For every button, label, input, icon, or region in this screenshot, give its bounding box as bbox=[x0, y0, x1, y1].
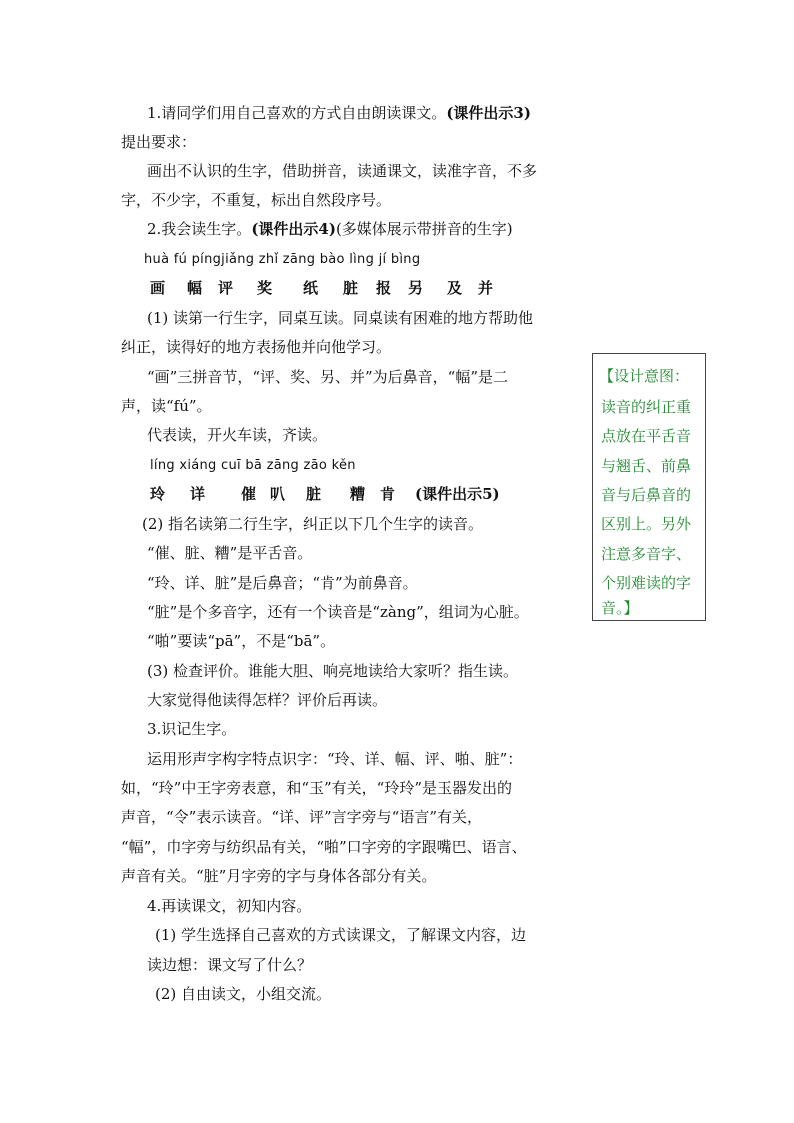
design-intent-line-3: 点放在平舌音 bbox=[601, 427, 692, 445]
courseware-tag-3: (课件出示3) bbox=[446, 104, 531, 122]
design-intent-line-2: 读音的纠正重 bbox=[601, 398, 692, 416]
evaluation-line: 大家觉得他读得怎样？评价后再读。 bbox=[147, 691, 388, 709]
step-4-item-2: (2) 自由读文，小组交流。 bbox=[155, 985, 332, 1003]
step-3-line-2: 如，“玲”中王字旁表意，和“玉”有关，“玲玲”是玉器发出的 bbox=[121, 779, 513, 797]
pronunciation-note-2: 声，读“fú”。 bbox=[121, 397, 212, 415]
design-intent-line-6: 区别上。另外 bbox=[601, 515, 692, 533]
step-1-line bbox=[147, 103, 531, 123]
design-intent-line-9: 音。】 bbox=[601, 599, 639, 617]
char-zang2: 脏 bbox=[306, 485, 322, 503]
item-3-line: (3) 检查评价。谁能大胆、响亮地读给大家听？指生读。 bbox=[147, 662, 519, 680]
requirement-line-2: 字，不少字，不重复，标出自然段序号。 bbox=[121, 191, 392, 209]
char-zang: 脏 bbox=[343, 279, 359, 297]
char-bao: 报 bbox=[376, 279, 392, 297]
polyphone-note: “脏”是个多音字，还有一个读音是“zàng”，组词为心脏。 bbox=[147, 603, 529, 621]
requirement-heading: 提出要求： bbox=[121, 133, 197, 151]
design-intent-line-5: 音与后鼻音的 bbox=[601, 486, 692, 504]
pinyin-row-1: huà fú píngjiǎng zhǐ zāng bào lìng jí bìng bbox=[144, 252, 421, 267]
step-4-item-1-line-2: 读边想：课文写了什么？ bbox=[147, 956, 313, 974]
char-ji: 及 bbox=[447, 279, 463, 297]
step-3-line-1: 运用形声字构字特点识字：“玲、详、幅、评、啪、脏”： bbox=[147, 750, 523, 768]
char-jiang: 奖 bbox=[257, 279, 273, 297]
courseware-tag-5: (课件出示5) bbox=[415, 485, 500, 503]
char-ling2: 玲 bbox=[150, 485, 166, 503]
nasal-note: “玲、详、脏”是后鼻音；“肯”为前鼻音。 bbox=[147, 574, 418, 592]
step-2-line bbox=[147, 219, 513, 239]
item-1-line-2: 纠正，读得好的地方表扬他并向他学习。 bbox=[121, 338, 392, 356]
char-xiang: 详 bbox=[190, 485, 206, 503]
step-3-line-5: 声音有关。“脏”月字旁的字与身体各部分有关。 bbox=[121, 867, 437, 885]
courseware-tag-4: (课件出示4) bbox=[251, 220, 336, 238]
step-2-text: 2.我会读生字。 bbox=[147, 220, 252, 238]
requirement-line-1: 画出不认识的生字，借助拼音，读通课文，读准字音，不多 bbox=[147, 162, 538, 180]
step-4-item-1-line-1: (1) 学生选择自己喜欢的方式读课文，了解课文内容，边 bbox=[155, 926, 527, 944]
step-3-line-4: “幅”，巾字旁与纺织品有关，“啪”口字旁的字跟嘴巴、语言、 bbox=[121, 838, 527, 856]
char-fu: 幅 bbox=[187, 279, 203, 297]
pinyin-row-2: líng xiáng cuī bā zāng zāo kěn bbox=[150, 458, 356, 473]
item-1-line-1: (1) 读第一行生字，同桌互读。同桌读有困难的地方帮助他 bbox=[147, 309, 534, 327]
flat-tongue-note: “催、脏、糟”是平舌音。 bbox=[147, 544, 313, 562]
char-zao: 糟 bbox=[350, 485, 366, 503]
char-hua: 画 bbox=[150, 279, 166, 297]
char-cui: 催 bbox=[241, 485, 257, 503]
char-ping: 评 bbox=[218, 279, 234, 297]
design-intent-line-7: 注意多音字、 bbox=[601, 545, 692, 563]
design-intent-line-1: 【设计意图： bbox=[599, 367, 690, 385]
char-ken: 肯 bbox=[380, 485, 396, 503]
step-4-heading: 4.再读课文，初知内容。 bbox=[147, 897, 312, 915]
reading-methods: 代表读，开火车读，齐读。 bbox=[147, 426, 328, 444]
char-zhi: 纸 bbox=[303, 279, 319, 297]
item-2-line: (2) 指名读第二行生字，纠正以下几个生字的读音。 bbox=[142, 515, 484, 533]
design-intent-line-8: 个别难读的字 bbox=[601, 574, 692, 592]
pronunciation-note-1: “画”三拼音节，“评、奖、另、并”为后鼻音，“幅”是二 bbox=[147, 368, 509, 386]
char-ba: 叭 bbox=[270, 485, 286, 503]
step-3-heading: 3.识记生字。 bbox=[147, 720, 237, 738]
character-row-1 bbox=[0, 278, 794, 298]
step-2-tail: (多媒体展示带拼音的生字) bbox=[335, 220, 513, 238]
step-3-line-3: 声音，“令”表示读音。“详、评”言字旁与“语言”有关， bbox=[121, 808, 483, 826]
design-intent-box bbox=[592, 353, 706, 621]
char-ling: 另 bbox=[408, 279, 424, 297]
step-1-text: 1.请同学们用自己喜欢的方式自由朗读课文。 bbox=[147, 104, 447, 122]
pa-note: “啪”要读“pā”，不是“bā”。 bbox=[147, 632, 336, 650]
design-intent-line-4: 与翘舌、前鼻 bbox=[601, 457, 692, 475]
char-bing: 并 bbox=[478, 279, 494, 297]
